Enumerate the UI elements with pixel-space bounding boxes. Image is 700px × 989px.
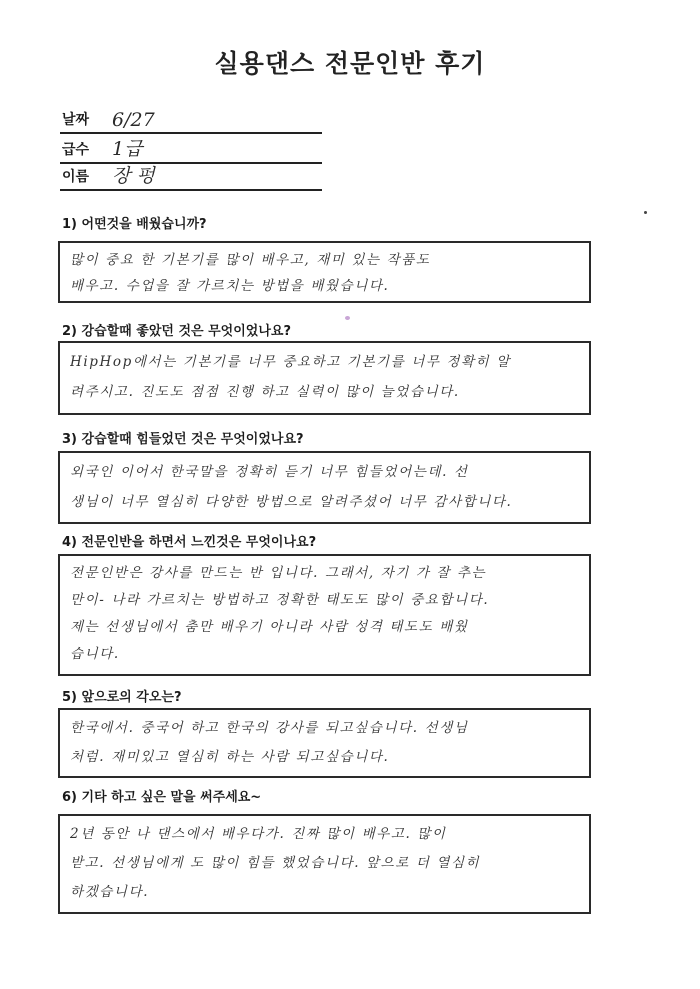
level-label: 급수 — [62, 142, 90, 158]
answer-2-line-1: HipHop에서는 기본기를 너무 중요하고 기본기를 너무 정확히 알 — [70, 354, 511, 370]
answer-box-2 — [58, 341, 591, 415]
answer-5-line-2: 처럼. 재미있고 열심히 하는 사람 되고싶습니다. — [70, 749, 390, 765]
answer-2-line-2: 려주시고. 진도도 점점 진행 하고 실력이 많이 늘었습니다. — [70, 384, 460, 400]
answer-6-line-2: 받고. 선생님에게 도 많이 힘들 했었습니다. 앞으로 더 열심히 — [70, 855, 481, 871]
paper-speck — [644, 211, 647, 214]
answer-box-1 — [58, 241, 591, 303]
answer-4-line-3: 제는 선생님에서 춤만 배우기 아니라 사람 성격 태도도 배웠 — [70, 619, 469, 635]
ink-smudge — [345, 316, 350, 320]
question-1: 1) 어떤것을 배웠습니까? — [62, 217, 207, 232]
answer-4-line-1: 전문인반은 강사를 만드는 반 입니다. 그래서, 자기 가 잘 추는 — [70, 565, 487, 581]
question-2: 2) 강습할때 좋았던 것은 무엇이었나요? — [62, 324, 292, 339]
answer-box-5 — [58, 708, 591, 778]
question-6: 6) 기타 하고 싶은 말을 써주세요~ — [62, 790, 262, 805]
answer-3-line-2: 생님이 너무 열심히 다양한 방법으로 알려주셨어 너무 감사합니다. — [70, 494, 513, 510]
name-value: 장 펑 — [112, 165, 155, 187]
answer-4-line-4: 습니다. — [70, 646, 120, 662]
level-value: 1급 — [112, 138, 143, 160]
name-label: 이름 — [62, 169, 90, 185]
name-row — [60, 163, 322, 191]
question-4: 4) 전문인반을 하면서 느낀것은 무엇이나요? — [62, 535, 317, 550]
date-value: 6/27 — [112, 109, 155, 131]
answer-6-line-1: 2년 동안 나 댄스에서 배우다가. 진짜 많이 배우고. 많이 — [70, 826, 447, 842]
answer-1-line-2: 배우고. 수업을 잘 가르치는 방법을 배웠습니다. — [70, 278, 390, 294]
answer-5-line-1: 한국에서. 중국어 하고 한국의 강사를 되고싶습니다. 선생님 — [70, 720, 469, 736]
date-label: 날짜 — [62, 112, 90, 128]
answer-1-line-1: 많이 중요 한 기본기를 많이 배우고, 재미 있는 작품도 — [70, 252, 431, 268]
answer-box-3 — [58, 451, 591, 524]
answer-4-line-2: 만이- 나라 가르치는 방법하고 정확한 태도도 많이 중요합니다. — [70, 592, 490, 608]
answer-box-4 — [58, 554, 591, 676]
answer-6-line-3: 하겠습니다. — [70, 884, 150, 900]
question-5: 5) 앞으로의 각오는? — [62, 690, 182, 705]
answer-box-6 — [58, 814, 591, 914]
page-title: 실용댄스 전문인반 후기 — [214, 49, 486, 78]
level-row — [60, 136, 322, 164]
date-row — [60, 106, 322, 134]
question-3: 3) 강습할때 힘들었던 것은 무엇이었나요? — [62, 432, 304, 447]
answer-3-line-1: 외국인 이어서 한국말을 정확히 듣기 너무 힘들었어는데. 선 — [70, 464, 469, 480]
